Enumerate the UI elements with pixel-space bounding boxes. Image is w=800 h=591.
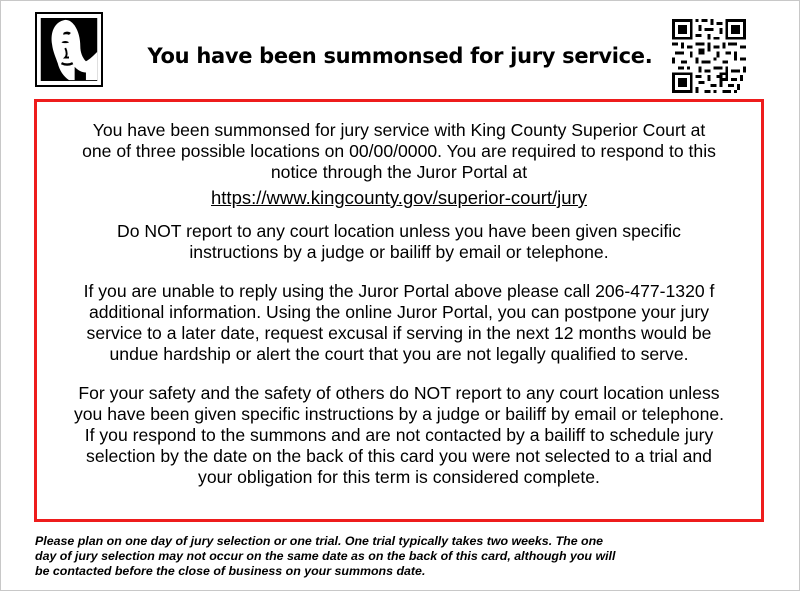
card-title: You have been summonsed for jury service. (147, 44, 653, 68)
notice-p4-line: you have been given specific instructions by a judge or bailiff by email or telephone. (73, 404, 725, 424)
notice-p3-line: undue hardship or alert the court that you are not legally qualified to serve. (109, 344, 689, 364)
notice-p2-line: instructions by a judge or bailiff by email or telephone. (189, 242, 609, 262)
notice-p4-line: If you respond to the summons and are not contacted by a bailiff to schedule jury (84, 425, 714, 445)
notice-text (37, 120, 761, 488)
notice-p3-line: If you are unable to reply using the Juror Portal above please call 206-477-1320 f (83, 281, 715, 301)
footnote (35, 534, 775, 579)
notice-p2-line: Do NOT report to any court location unless you have been given specific (117, 221, 681, 241)
notice-p1-line: one of three possible locations on 00/00/0000. You are required to respond to this (82, 141, 716, 161)
notice-p4-line: For your safety and the safety of others do NOT report to any court location unless (78, 383, 720, 403)
notice-p3-line: additional information. Using the online Juror Portal, you can postpone your jury (88, 302, 710, 322)
notice-box (34, 99, 764, 522)
notice-p3-line: service to a later date, request excusal if serving in the next 12 months would be (86, 323, 712, 343)
king-county-portrait-logo-icon (35, 12, 103, 87)
notice-p1-line: You have been summonsed for jury service with King County Superior Court at (92, 120, 706, 140)
juror-portal-link[interactable]: https://www.kingcounty.gov/superior-court/jury (211, 187, 587, 208)
notice-p1-line: notice through the Juror Portal at (270, 162, 528, 182)
footnote-line: day of jury selection may not occur on the same date as on the back of this card, although you will (35, 549, 616, 563)
qr-code-icon[interactable] (672, 19, 746, 93)
notice-p4-line: selection by the date on the back of this card you were not selected to a trial and (86, 446, 712, 466)
footnote-line: be contacted before the close of business on your summons date. (35, 564, 426, 578)
footnote-line: Please plan on one day of jury selection or one trial. One trial typically takes two weeks. The one (35, 534, 604, 548)
notice-p4-line: your obligation for this term is considered complete. (198, 467, 600, 487)
